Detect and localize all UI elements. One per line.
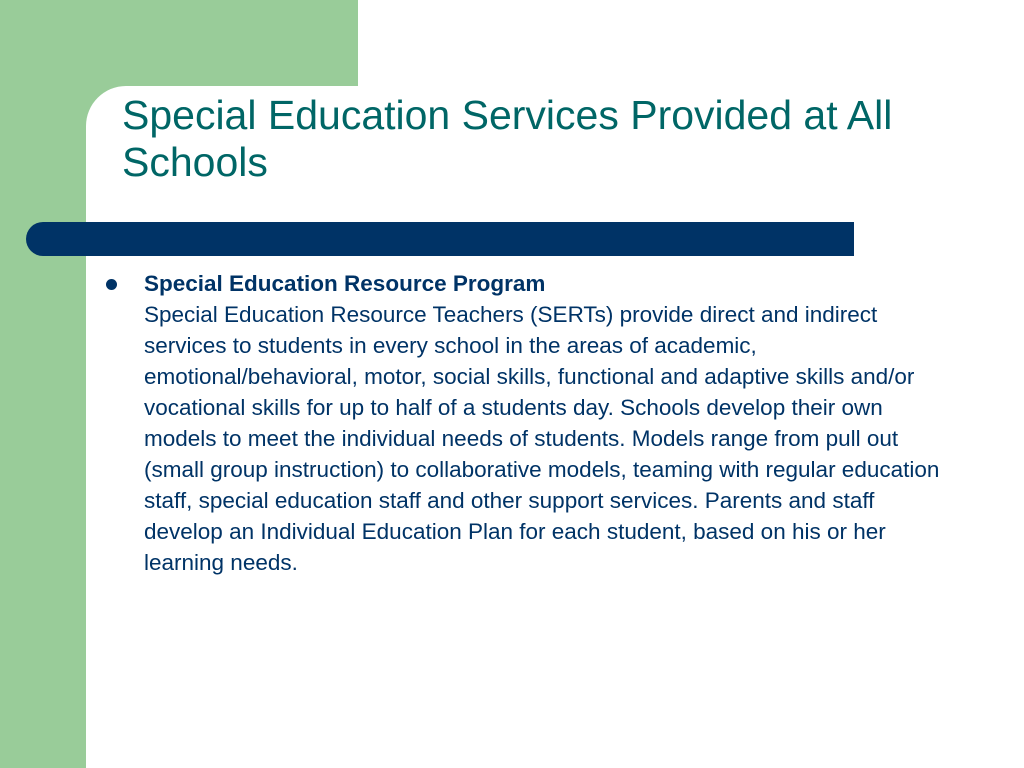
bullet-body-text: Special Education Resource Teachers (SERTs) provide direct and indirect services to students in every school in the areas of academic, emotional/behavioral, motor, social skills, functional and adaptive skills and/or vocational skills for up to half of a students day. Schools develop their own models to meet the individual needs of students. Models range from pull out (small group instruction) to collaborative models, teaming with regular education staff, special education staff and other support services. Parents and staff develop an Individual Education Plan for each student, based on his or her learning needs.: [144, 302, 940, 575]
bullet-item: [104, 268, 954, 578]
bullet-dot-icon: [106, 279, 117, 290]
bullet-list: [104, 268, 954, 578]
bullet-heading: Special Education Resource Program: [144, 271, 546, 296]
slide-title: Special Education Services Provided at All Schools: [122, 92, 893, 185]
title-divider-bar: [26, 222, 854, 256]
